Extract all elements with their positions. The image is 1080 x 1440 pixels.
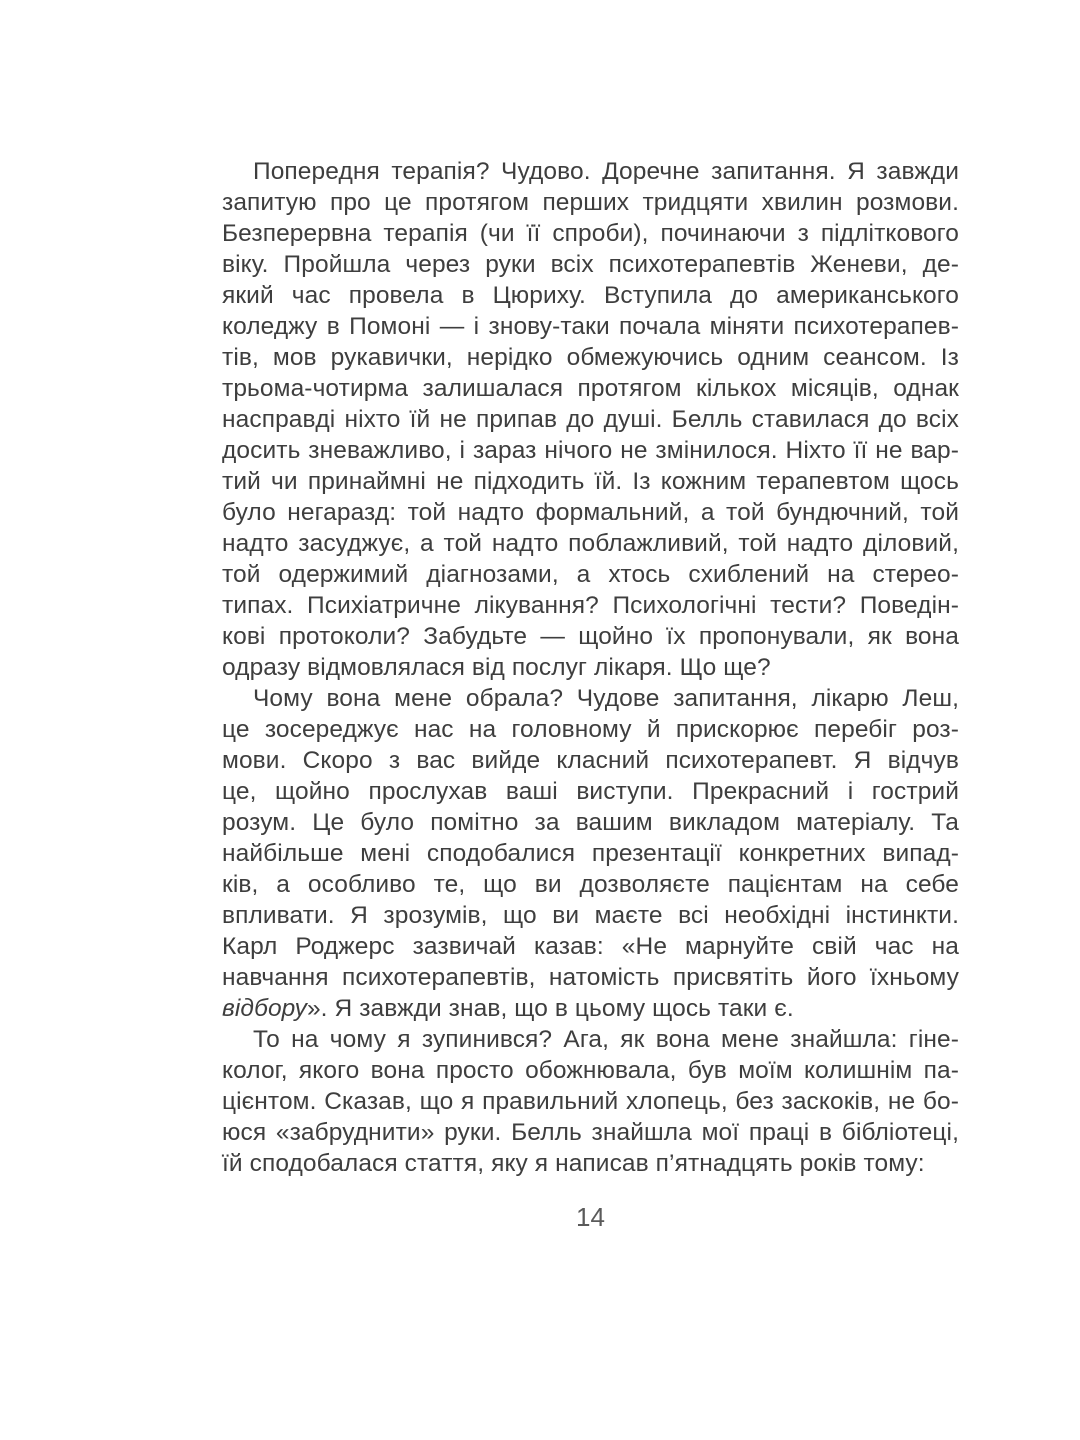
text-line: Чому вона мене обрала? Чудове запитання, лікарю Леш, <box>253 685 959 712</box>
text-line: який час провела в Цюриху. Вступила до американського <box>222 282 959 309</box>
text-line: розум. Це було помітно за вашим викладом матеріалу. Та <box>222 809 959 836</box>
paragraph <box>222 1024 959 1179</box>
text-line: Безперервна терапія (чи її спроби), починаючи з підліткового <box>222 220 959 247</box>
text-line: типах. Психіатричне лікування? Психологічні тести? Поведін- <box>222 592 959 619</box>
text-line: досить зневажливо, і зараз нічого не змінилося. Ніхто її не вар- <box>222 437 959 464</box>
page-number: 14 <box>576 1202 605 1232</box>
text-line: тів, мов рукавички, нерідко обмежуючись одним сеансом. Із <box>222 344 959 371</box>
text-line: цієнтом. Сказав, що я правильний хлопець, без заскоків, не бо- <box>222 1088 959 1115</box>
italic-text: відбору <box>222 995 307 1022</box>
text-line: віку. Пройшла через руки всіх психотерапевтів Женеви, де- <box>222 251 959 278</box>
text-line: це зосереджує нас на головному й прискорює перебіг роз- <box>222 716 959 743</box>
text-line: То на чому я зупинився? Ага, як вона мене знайшла: гіне- <box>253 1026 959 1053</box>
text-line: було негаразд: той надто формальний, а той бундючний, той <box>222 499 959 526</box>
text-line: колог, якого вона просто обожнювала, був моїм колишнім па- <box>222 1057 959 1084</box>
paragraph <box>222 156 959 683</box>
text-line: тий чи принаймні не підходить їй. Із кожним терапевтом щось <box>222 468 959 495</box>
text-line: кові протоколи? Забудьте — щойно їх пропонували, як вона <box>222 623 959 650</box>
text-line: це, щойно прослухав ваші виступи. Прекрасний і гострий <box>222 778 959 805</box>
text-line: навчання психотерапевтів, натомість присвятіть його їхньому <box>222 964 959 991</box>
text-line: коледжу в Помоні — і знову-таки почала міняти психотерапев- <box>222 313 959 340</box>
text-block <box>222 156 959 1179</box>
text-line: ків, а особливо те, що ви дозволяєте пацієнтам на себе <box>222 871 959 898</box>
text-segment: ». Я завжди знав, що в цьому щось таки є. <box>306 995 794 1022</box>
text-line: запитую про це протягом перших тридцяти хвилин розмови. <box>222 189 959 216</box>
text-line: юся «забруднити» руки. Белль знайшла мої праці в бібліотеці, <box>222 1119 959 1146</box>
text-line: впливати. Я зрозумів, що ви маєте всі необхідні інстинкти. <box>222 902 959 929</box>
text-line: Карл Роджерс зазвичай казав: «Не марнуйте свій час на <box>222 933 959 960</box>
text-line: одразу відмовлялася від послуг лікаря. Що ще? <box>222 654 771 681</box>
text-line: той одержимий діагнозами, а хтось схиблений на стерео- <box>222 561 959 588</box>
paragraph <box>222 683 959 1024</box>
text-line: трьома-чотирма залишалася протягом кількох місяців, однак <box>222 375 959 402</box>
text-line: їй сподобалася стаття, яку я написав п’ятнадцять років тому: <box>222 1150 925 1177</box>
text-line <box>222 993 959 1024</box>
text-line: Попередня терапія? Чудово. Доречне запитання. Я завжди <box>253 158 959 185</box>
text-line: мови. Скоро з вас вийде класний психотерапевт. Я відчув <box>222 747 959 774</box>
text-line: найбільше мені сподобалися презентації конкретних випад- <box>222 840 959 867</box>
text-line: насправді ніхто їй не припав до душі. Белль ставилася до всіх <box>222 406 959 433</box>
text-line: надто засуджує, а той надто поблажливий, той надто діловий, <box>222 530 959 557</box>
